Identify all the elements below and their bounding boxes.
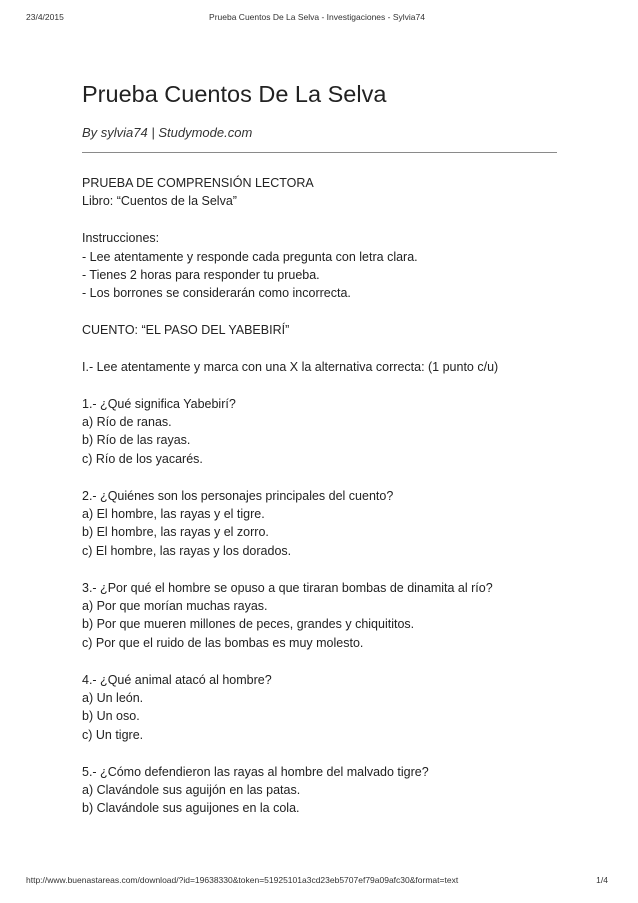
answer-option: a) Clavándole sus aguijón en las patas. (82, 782, 301, 797)
answer-option: b) Río de las rayas. (82, 433, 191, 448)
question-block (82, 579, 557, 653)
question-block (82, 671, 557, 745)
test-heading: PRUEBA DE COMPRENSIÓN LECTORA (82, 176, 314, 190)
instructions-label: Instrucciones: (82, 231, 160, 246)
print-page-title: Prueba Cuentos De La Selva - Investigaciones - Sylvia74 (209, 12, 425, 22)
question-text: 3.- ¿Por qué el hombre se opuso a que tiraran bombas de dinamita al río? (82, 580, 493, 595)
question-text: 5.- ¿Cómo defendieron las rayas al hombre del malvado tigre? (82, 764, 429, 779)
question-block (82, 395, 557, 469)
answer-option: a) Río de ranas. (82, 415, 172, 430)
answer-option: a) Por que morían muchas rayas. (82, 598, 268, 613)
story-title: CUENTO: “EL PASO DEL YABEBIRÍ” (82, 323, 290, 338)
print-url: http://www.buenastareas.com/download/?id=19638330&token=51925101a3cd23eb5707ef79a09afc30&format=text (26, 875, 459, 885)
question-block (82, 763, 557, 818)
print-footer (26, 875, 608, 889)
answer-option: c) Un tigre. (82, 727, 144, 742)
answer-option: c) El hombre, las rayas y los dorados. (82, 543, 292, 558)
print-date: 23/4/2015 (26, 12, 64, 22)
question-text: 4.- ¿Qué animal atacó al hombre? (82, 672, 272, 687)
question-block (82, 487, 557, 561)
answer-option: c) Río de los yacarés. (82, 451, 203, 466)
print-header (26, 12, 608, 26)
answer-option: b) Un oso. (82, 709, 140, 724)
document-byline: By sylvia74 | Studymode.com (82, 125, 253, 140)
document-content (82, 174, 557, 818)
document-title: Prueba Cuentos De La Selva (82, 81, 387, 107)
title-divider (82, 152, 557, 153)
answer-option: c) Por que el ruido de las bombas es muy molesto. (82, 635, 364, 650)
instruction-item: - Tienes 2 horas para responder tu prueba. (82, 267, 320, 282)
answer-option: a) Un león. (82, 690, 144, 705)
answer-option: b) Por que mueren millones de peces, grandes y chiquititos. (82, 617, 415, 632)
book-line: Libro: “Cuentos de la Selva” (82, 194, 237, 209)
section-instruction: I.- Lee atentamente y marca con una X la alternativa correcta: (1 punto c/u) (82, 359, 499, 374)
page-number: 1/4 (596, 875, 608, 885)
question-text: 2.- ¿Quiénes son los personajes principales del cuento? (82, 488, 394, 503)
answer-option: b) El hombre, las rayas y el zorro. (82, 525, 269, 540)
question-text: 1.- ¿Qué significa Yabebirí? (82, 396, 236, 411)
instruction-item: - Los borrones se considerarán como incorrecta. (82, 286, 351, 301)
answer-option: b) Clavándole sus aguijones en la cola. (82, 801, 300, 816)
answer-option: a) El hombre, las rayas y el tigre. (82, 507, 265, 522)
instruction-item: - Lee atentamente y responde cada pregunta con letra clara. (82, 249, 418, 264)
document-body (82, 78, 557, 818)
